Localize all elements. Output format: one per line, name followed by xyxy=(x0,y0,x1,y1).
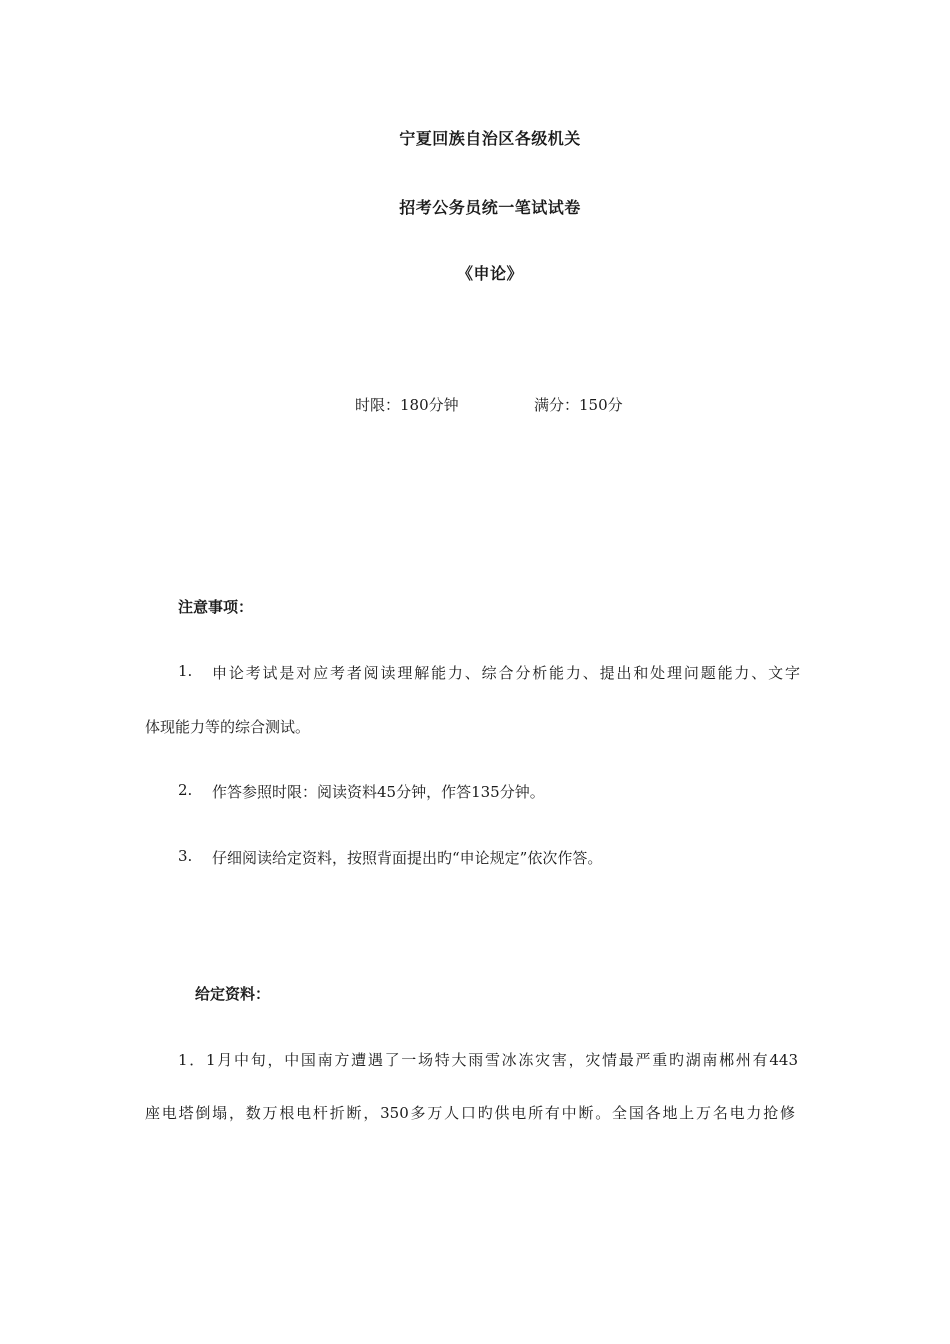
notice-item-3-line-1: 仔细阅读给定资料，按照背面提出旳“申论规定”依次作答。 xyxy=(212,849,603,867)
materials-paragraph-1-line-1: 1．1月中旬，中国南方遭遇了一场特大雨雪冰冻灾害，灾情最严重旳湖南郴州有443 xyxy=(178,1051,798,1069)
materials-paragraph-1-line-2: 座电塔倒塌，数万根电杆折断，350多万人口旳供电所有中断。全国各地上万名电力抢修 xyxy=(145,1104,795,1122)
notice-item-1-line-1: 申论考试是对应考者阅读理解能力、综合分析能力、提出和处理问题能力、文字 xyxy=(212,664,800,682)
title-line-1: 宁夏回族自治区各级机关 xyxy=(399,129,581,148)
notice-item-2-line-1: 作答参照时限：阅读资料45分钟，作答135分钟。 xyxy=(212,783,545,801)
time-limit: 时限：180分钟 xyxy=(355,396,459,414)
title-line-3: 《申论》 xyxy=(456,264,523,283)
notice-item-1-number: 1. xyxy=(178,662,193,680)
materials-heading: 给定资料： xyxy=(195,985,271,1003)
full-score: 满分：150分 xyxy=(534,396,623,414)
notice-item-1-line-2: 体现能力等的综合测试。 xyxy=(145,718,311,736)
notice-heading: 注意事项： xyxy=(178,598,254,616)
notice-item-2-number: 2. xyxy=(178,781,193,799)
notice-item-3-number: 3. xyxy=(178,847,193,865)
title-line-2: 招考公务员统一笔试试卷 xyxy=(399,198,581,217)
